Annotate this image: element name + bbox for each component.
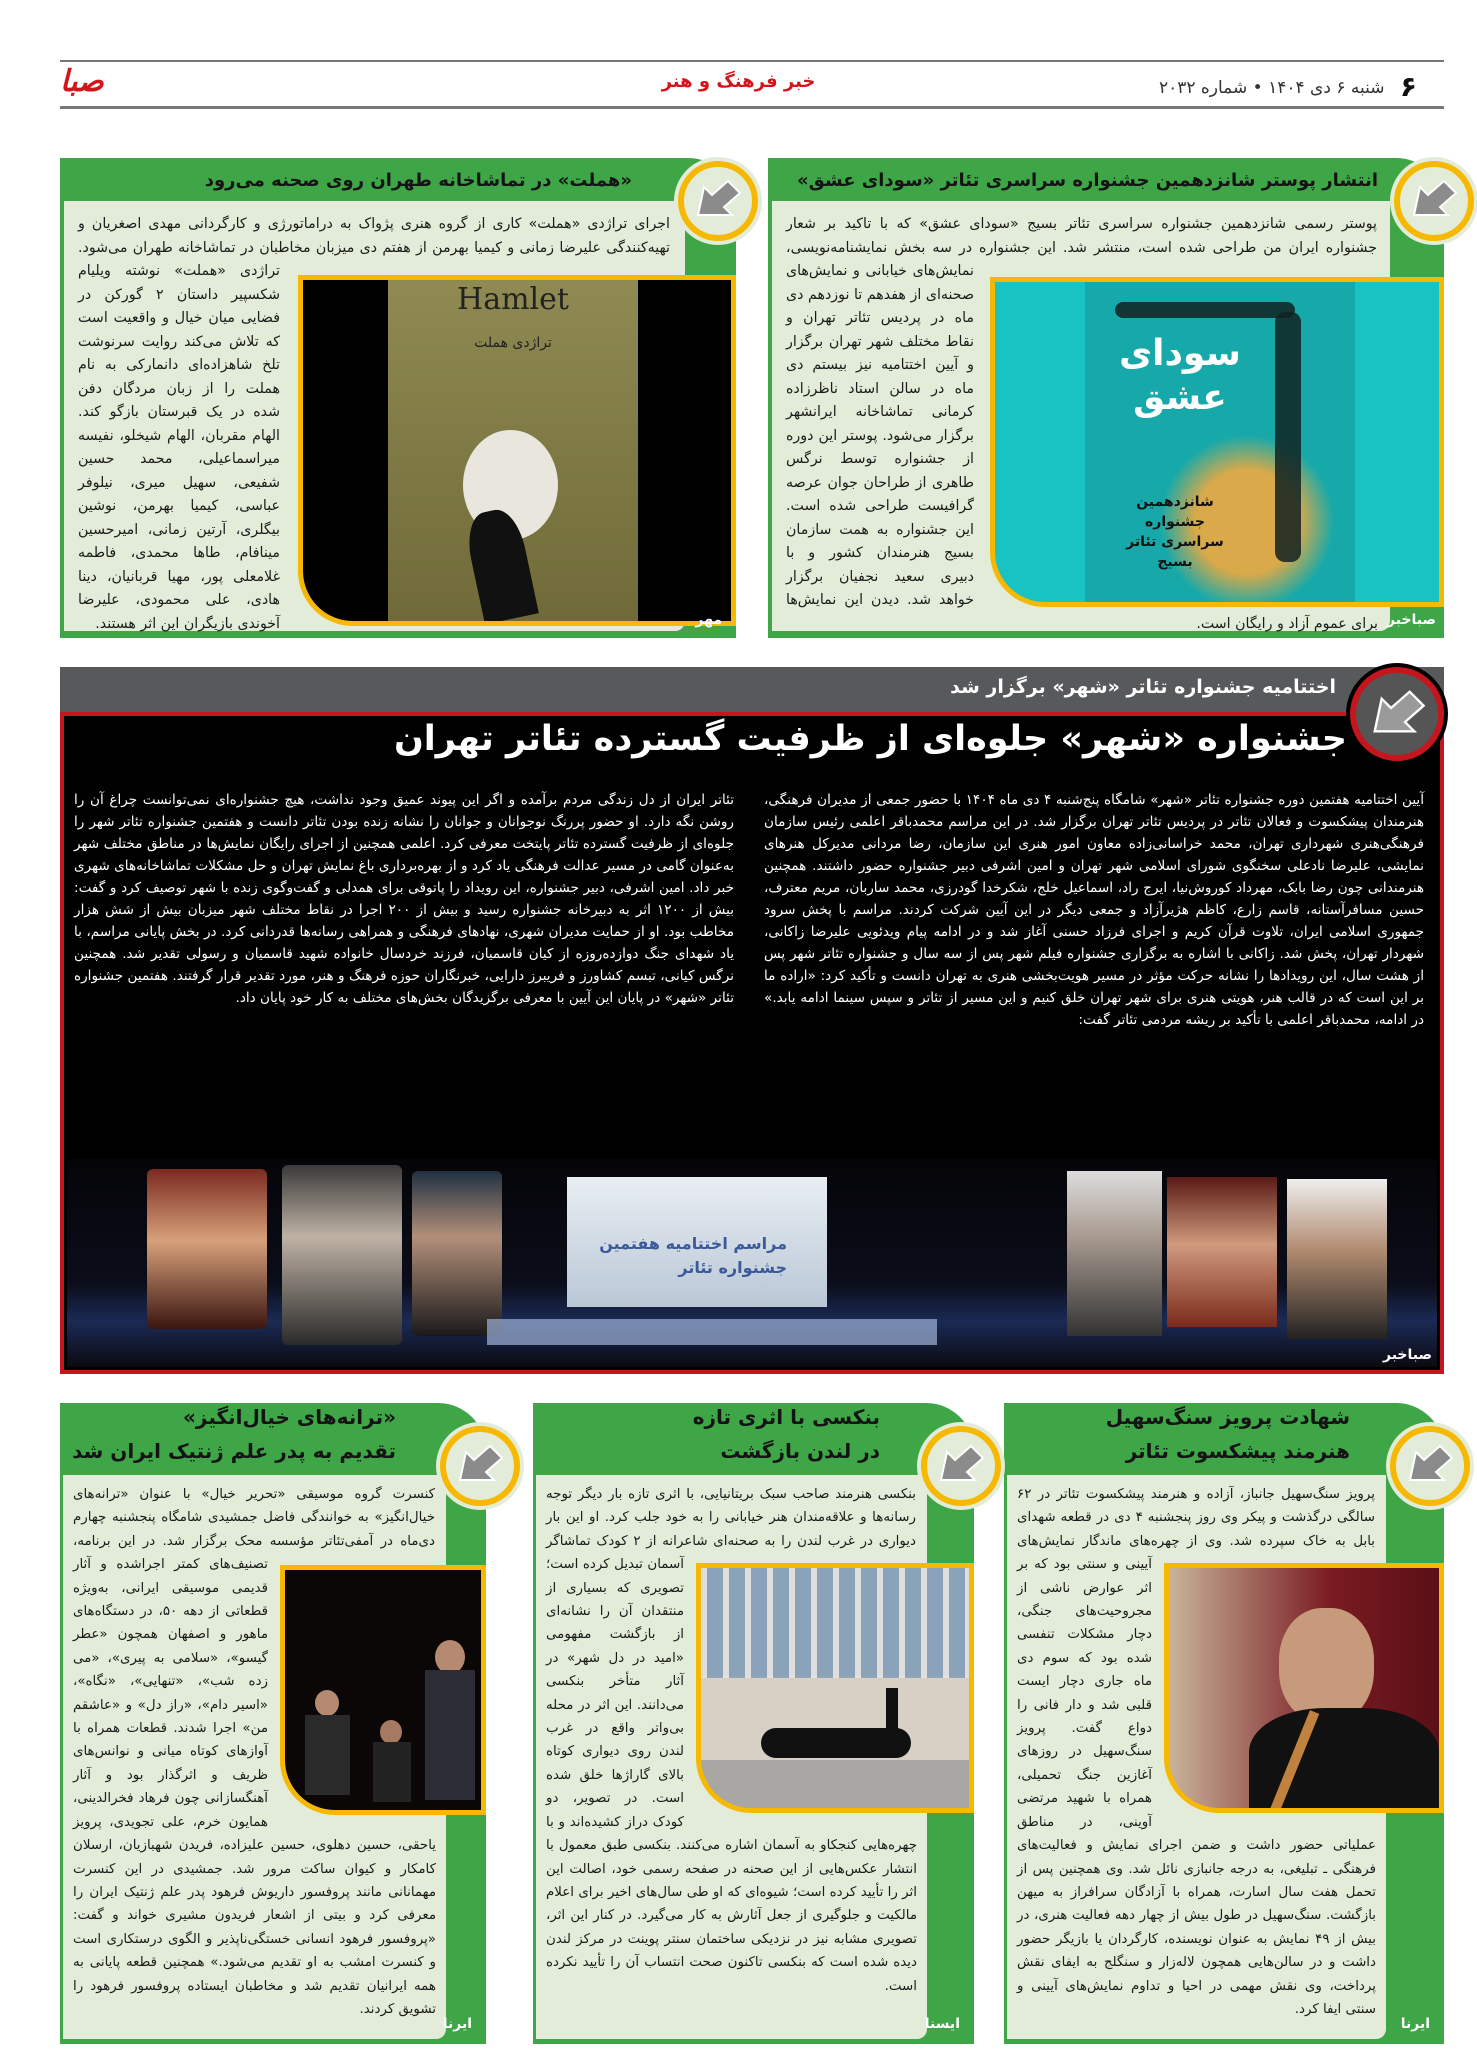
poster-article <box>768 158 1444 638</box>
article-body: کنسرت گروه موسیقی «تحریر خیال» با عنوان «ترانه‌های خیال‌انگیز» به خوانندگی فاضل جمشیدی شامگاه پنجشنبه چهارم دی‌ماه در آمفی‌تئاتر مؤسسه محک برگزار شد. در این برنامه، تصنیف‌های کمتر اجراشده و آثار قدیمی موسیقی ایرانی، به‌ویژه قطعاتی از دهه ۵۰، در دستگاه‌های ماهور و اصفهان همچون «عطر گیسو»، «سلامی به پیری»، «می زده شب»، «تنهایی»، «نگاه»، «اسیر دام»، «راز دل» و «عاشقم من» اجرا شدند. قطعات همراه با آوازهای کوتاه میانی و نوانس‌های ظریف و اثرگذار بود و آثار آهنگسازانی چون فرهاد فخرالدینی، همایون خرم، علی تجویدی، پرویز یاحقی، حسین دهلوی، حسین علیزاده، فریدن شهبازیان، ارسلان کامکار و کیوان ساکت مرور شد. جمشیدی در این کنسرت مهمانانی مانند پروفسور داریوش فرهود پدر علم ژنتیک ایران را معرفی کرد و بیتی از اشعار فریدون مشیری خواند و گفت: «پروفسور فرهود انسانی خستگی‌ناپذیر و الگوی درستکاری است و کنسرت امشب به او تقدیم می‌شود.» همچنین قطعه پایانی به همه ایرانیان تقدیم شد و مخاطبان ایستاده پروفسور فرهود را تشویق کردند. <box>63 1475 446 2021</box>
portrait-banner <box>1067 1171 1162 1336</box>
article-title-line-2[interactable]: در لندن بازگشت <box>720 1439 880 1463</box>
article-body-pane <box>64 201 685 631</box>
news-arrow-icon <box>440 1426 520 1506</box>
bullet-separator: • <box>1252 78 1263 98</box>
news-arrow-icon <box>1390 1426 1470 1506</box>
poster-calligraphy-shape <box>1275 312 1301 562</box>
article-title[interactable]: انتشار پوستر شانزدهمین جشنواره سراسری تئاتر «سودای عشق» <box>797 170 1378 191</box>
portrait-banner <box>1167 1177 1277 1327</box>
article-body: Hamlet تراژدی هملت اجرای تراژدی «هملت» کاری از گروه هنری پژواک به دراماتورژی و کارگردانی مهدی اصغریان و تهیه‌کنندگی علیرضا زمانی و کیمیا بهرمن از هفتم دی میزبان مخاطبان در تماشاخانه طهران می‌شود. تراژدی «هملت» نوشته ویلیام شکسپیر داستان ۲ گورکن در فضایی میان خیال و واقعیت است که تلاش می‌کند روایت سرنوشت تلخ شاهزاده‌ای دانمارکی به نام هملت را از زبان مردگان دفن شده در یک قبرستان بازگو کند. الهام مقربان، الهام شیخلو، نفیسه میراسماعیلی، محمد حسین شفیعی، سهیل میری، نیلوفر عباسی، کیمیا بهرمن، نوشین بیگلری، آرتین زمانی، امیرحسین مینافام، طاها محمدی، فاطمه غلامعلی پور، مهیا قربانیان، دینا هادی، علی محمودی، علیرضا آخوندی بازیگران این اثر هستند. <box>64 201 685 636</box>
article-body-pane <box>1007 1475 1386 2039</box>
hamlet-article <box>60 158 736 638</box>
article-body-pane <box>536 1475 927 2039</box>
portrait-banner <box>282 1165 402 1345</box>
article-body-pane <box>772 201 1390 631</box>
banksy-article <box>533 1403 974 2044</box>
article-column-2: تئاتر ایران از دل زندگی مردم برآمده و اگر این پیوند عمیق وجود نداشت، هیچ جشنواره‌ای نمی‌توانست چراغ آن را روشن نگه دارد. او حضور پررنگ نوجوانان و جوانان را نشانه زنده بودن تئاتر دانست و هفتمین جشنواره تئاتر شهر را جلوه‌ای از ظرفیت گسترده تئاتر پایتخت معرفی کرد. اعلمی همچنین از اجرای رایگان نمایش‌ها در مناطق مختلف شهر به‌عنوان گامی در مسیر عدالت فرهنگی یاد کرد و از بهره‌برداری باغ نمایش تهران و حل مشکلات تماشاخانه‌های شهری خبر داد. امین اشرفی، دبیر جشنواره، این رویداد را پاتوقی برای همدلی و گفت‌وگوی زنده با شهر توصیف کرد و گفت: بیش از ۱۲۰۰ اثر به دبیرخانه جشنواره رسید و بیش از ۲۰۰ اجرا در نقاط مختلف شهر میزبان بیش از شش هزار مخاطب بود. او از حمایت مدیران شهری، نهادهای فرهنگی و همراهی رسانه‌ها قدردانی کرد. در بخش پایانی مراسم، با یاد شهدای جنگ دوازده‌روزه از کیان قاسمیان، فرزند خردسال خانواده شهید قاسمیان و رسولی تقدیر شد. همچنین نرگس کیانی، تبسم کشاورز و فریبرز دارایی، خبرنگاران حوزه فرهنگ و هنر، مورد تقدیر قرار گرفتند. هفتمین جشنواره تئاتر «شهر» در پایان این آیین با معرفی برگزیدگان بخش‌های مختلف به کار خود پایان داد. <box>74 792 734 1006</box>
article-title-line-2[interactable]: هنرمند پیشکسوت تئاتر <box>1125 1439 1350 1463</box>
issue-date: شنبه ۶ دی ۱۴۰۴ <box>1268 78 1385 98</box>
article-column-1: آیین اختتامیه هفتمین دوره جشنواره تئاتر «شهر» شامگاه پنج‌شنبه ۴ دی ماه ۱۴۰۴ با حضور جمعی از مدیران فرهنگی، هنرمندان پیشکسوت و فعالان تئاتر در پردیس تئاتر تهران برگزار شد. در این مراسم محمدباقر اعلمی رئیس سازمان فرهنگی‌هنری شهرداری تهران، محمد خراسانی‌زاده معاون امور هنری این سازمان، رضا مردانی مدیرکل هنرهای نمایشی، علیرضا نادعلی سخنگوی شورای اسلامی شهر تهران و امین اشرفی دبیر جشنواره حضور داشتند. همچنین هنرمندانی چون رضا بابک، مهرداد کوروش‌نیا، ایرج راد، اسماعیل خلج، شکرخدا گودرزی، محمد ساربان، مریم معترف، حسین مسافرآستانه، قاسم زارع، کاظم هژیرآزاد و جمعی دیگر در این آیین شرکت کردند. مراسم با پخش سرود جمهوری اسلامی ایران، تلاوت قرآن کریم و اجرای فرزاد حسنی آغاز شد و در ادامه پیام ویدئویی علیرضا زاکانی، شهردار تهران، پخش شد. زاکانی با اشاره به برگزاری جشنواره فیلم شهر پس از سه سال و جشنواره تئاتر شهر پس از هشت سال، این رویدادها را نشانه حرکت مؤثر در مسیر هویت‌بخشی هنری به تهران دانست و تأکید کرد: «اراده ما بر این است که در قالب هنر، هویتی هنری برای شهر تهران خلق کنیم و این مسیر از تئاتر و سپس سینما ادامه یابد.» در ادامه، محمدباقر اعلمی با تأکید بر ریشه مردمی تئاتر گفت: <box>764 792 1424 1028</box>
article-title-line-1[interactable]: «ترانه‌های خیال‌انگیز» <box>183 1405 396 1429</box>
article-kicker: اختتامیه جشنواره تئاتر «شهر» برگزار شد <box>950 676 1336 698</box>
article-title-line-2[interactable]: تقدیم به پدر علم ژنتیک ایران شد <box>72 1439 396 1463</box>
issue-info <box>1159 70 1417 103</box>
section-title: خبر فرهنگ و هنر <box>661 71 816 92</box>
article-body: پرویز سنگ‌سهیل جانباز، آزاده و هنرمند پیشکسوت تئاتر در ۶۲ سالگی درگذشت و پیکر وی روز پنجشنبه ۴ دی در قطعه شهدای بابل به خاک سپرده شد. وی از چهره‌های ماندگار نمایش‌های آیینی و سنتی بود که بر اثر عوارض ناشی از مجروحیت‌های جنگی، دچار مشکلات تنفسی شده بود که سوم دی ماه جاری دچار ایست قلبی شد و دار فانی را دواع گفت. پرویز سنگ‌سهیل در روزهای آغازین جنگ تحمیلی، همراه با شهید مرتضی آوینی، در مناطق عملیاتی حضور داشت و ضمن اجرای نمایش و فعالیت‌های فرهنگی ـ تبلیغی، به درجه جانبازی نائل شد. وی همچنین پس از تحمل هفت سال اسارت، همراه با آزادگان سرافراز به میهن بازگشت. سنگ‌سهیل در طول بیش از چهار دهه فعالیت هنری، در بیش از ۴۹ نمایش به عنوان نویسنده، کارگردان یا بازیگر حضور داشت و در سالن‌هایی همچون لاله‌زار و سنگلج به ایفای نقش پرداخت، وی نقش مهمی در احیا و تداوم نمایش‌های آیینی و سنتی ایفا کرد. <box>1007 1475 1386 2021</box>
hamlet-logo-text: Hamlet <box>457 282 569 317</box>
issue-number: شماره ۲۰۳۲ <box>1158 78 1248 98</box>
news-arrow-icon <box>1350 667 1444 761</box>
article-title-line-1[interactable]: شهادت پرویز سنگ‌سهیل <box>1105 1405 1350 1429</box>
header-top-rule <box>60 60 1444 62</box>
news-arrow-icon <box>921 1426 1001 1506</box>
article-source: ایرنا <box>1400 2016 1430 2032</box>
page-number: ۶ <box>1399 70 1417 103</box>
article-body: بنکسی هنرمند صاحب سبک بریتانیایی، با اثری تازه بار دیگر توجه رسانه‌ها و علاقه‌مندان هنر خیابانی را به خود جلب کرد. او این بار دیواری در غرب لندن را به صحنه‌ای شاعرانه از ۲ کودک تماشاگر آسمان تبدیل کرده است؛ تصویری که بسیاری از منتقدان آن را نشانه‌ای از بازگشت مفهومی «امید در دل شهر» در آثار متأخر بنکسی می‌دانند. این اثر در محله بی‌واتر واقع در غرب لندن روی دیواری کوتاه بالای گاراژها خلق شده است. در تصویر، دو کودک دراز کشیده‌اند و با چهره‌هایی کنجکاو به آسمان اشاره می‌کنند. بنکسی طبق معمول با انتشار عکس‌هایی از این صحنه در صفحه رسمی خود، اصالت این اثر را تأیید کرده است؛ شیوه‌ای که او طی سال‌های اخیر برای اعلام مالکیت و جلوگیری از جعل آثارش به کار می‌گیرد. در کنار این اثر، تصویری مشابه نیز در نزدیکی ساختمان سنتر پوینت در مرکز لندن دیده شده است که بنکسی تاکنون صحت انتساب آن را تأیید نکرده است. <box>536 1475 927 1998</box>
stage-screen <box>567 1177 827 1307</box>
news-arrow-icon <box>678 161 758 241</box>
article-source: ایرنا <box>442 2016 472 2032</box>
main-article <box>60 667 1444 1374</box>
sanghsohail-article <box>1004 1403 1444 2044</box>
portrait-banner <box>412 1171 502 1336</box>
portrait-photo <box>1164 1563 1444 1813</box>
banksy-mural-photo <box>696 1563 974 1813</box>
concert-photo <box>280 1565 486 1815</box>
photo-source: صباخبر <box>1382 1347 1432 1363</box>
concert-article <box>60 1403 486 2044</box>
article-headline[interactable]: جشنواره «شهر» جلوه‌ای از ظرفیت گسترده تئاتر تهران <box>393 719 1347 759</box>
article-source: مهر <box>695 612 722 628</box>
portrait-banner <box>1287 1179 1387 1339</box>
header-bottom-rule <box>60 106 1444 109</box>
portrait-banner <box>147 1169 267 1329</box>
news-arrow-icon <box>1394 161 1474 241</box>
newspaper-logo[interactable]: صبا <box>60 64 104 99</box>
poster-calligraphy-shape <box>1115 302 1295 318</box>
article-title[interactable]: «هملت» در تماشاخانه طهران روی صحنه می‌رود <box>204 170 632 191</box>
article-title-line-1[interactable]: بنکسی با اثری تازه <box>692 1405 880 1429</box>
stage-banner-text: مراسم اختتامیه هفتمین جشنواره تئاتر <box>599 1234 787 1277</box>
hamlet-subtitle-text: تراژدی هملت <box>474 335 552 351</box>
poster-title-text: سودای عشق <box>1119 333 1241 418</box>
stage-floor <box>487 1319 937 1345</box>
article-body-pane <box>63 1475 446 2039</box>
article-source: صباخبر <box>1386 612 1436 628</box>
poster-subtitle-text: شانزدهمین جشنواره سراسری تئاتر بسیج <box>1126 494 1224 570</box>
ceremony-photo <box>67 1159 1437 1367</box>
poster-image <box>990 277 1444 607</box>
article-body: سودای عشق شانزدهمین جشنواره سراسری تئاتر بسیج پوستر رسمی شانزدهمین جشنواره سراسری تئاتر بسیج «سودای عشق» که با تاکید بر شعار جشنواره ایران من طراحی شده است، منتشر شد. این جشنواره در سه بخش نمایشنامه‌نویسی، نمایش‌های خیابانی و نمایش‌های صحنه‌ای از هفدهم تا نوزدهم دی ماه در پردیس تئاتر تهران و نقاط مختلف شهر تهران برگزار و آیین اختتامیه نیز بیستم دی ماه در سالن استاد ناظرزاده کرمانی تماشاخانه ایرانشهر برگزار می‌شود. پوستر این دوره از جشنواره توسط نرگس طاهری از طراحان جوان عرصه گرافیست طراحی شده است. این جشنواره به همت سازمان بسیج هنرمندان کشور و با دبیری سعید نجفیان برگزار خواهد شد. دیدن این نمایش‌ها برای عموم آزاد و رایگان است. <box>772 201 1390 636</box>
hamlet-poster-image <box>298 275 736 626</box>
article-source: ایسنا <box>924 2016 960 2032</box>
